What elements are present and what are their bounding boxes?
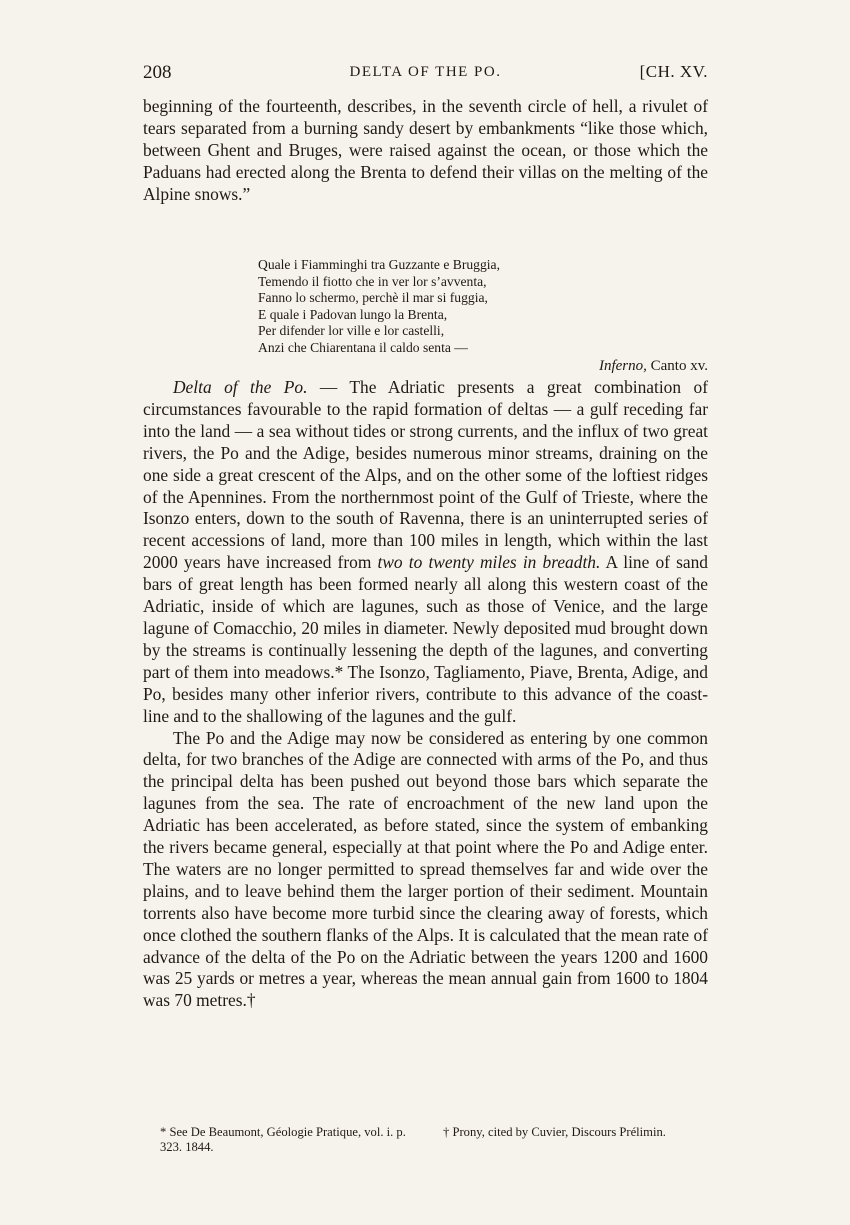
footnotes xyxy=(160,1125,708,1155)
citation-title: Inferno, xyxy=(598,357,647,374)
verse-line: Anzi che Chiarentana il caldo senta — xyxy=(258,339,468,355)
verse-line: Fanno lo schermo, perchè il mar si fuggia, xyxy=(258,290,488,306)
page-title: DELTA OF THE PO. xyxy=(349,64,502,80)
chapter-label: [CH. XV. xyxy=(639,62,708,81)
intro-paragraph: beginning of the fourteenth, describes, in the seventh circle of hell, a rivulet of tears separated from a burning sandy desert by embankments “like those which, between Ghent and Bruges, were raised against the ocean, or those which the Paduans had erected along the Brenta to defend their villas on the melting of the Alpine snows.” xyxy=(143,96,708,204)
footnote-right: † Prony, cited by Cuvier, Discours Prélimin. xyxy=(443,1125,666,1139)
page-number: 208 xyxy=(143,62,172,83)
section-body xyxy=(143,377,708,1012)
section-paragraph xyxy=(143,377,708,728)
emphasis-text: two to twenty miles in breadth. xyxy=(377,552,601,573)
running-head xyxy=(143,62,708,86)
footnote-left: * See De Beaumont, Géologie Pratique, vol. i. p. 323. 1844. xyxy=(160,1125,406,1154)
paragraph-text: A line of sand bars of great length has been formed nearly all along this western coast of the Adriatic, inside of which are lagunes, such as those of Venice, and the large lagune of Comacchio, 20 miles in diameter. Newly deposited mud brought down by the streams is continually lessening the depth of the lagunes, and converting part of them into meadows.* The Isonzo, Tagliamento, Piave, Brenta, Adige, and Po, besides many other inferior rivers, contribute to this advance of the coast-line and to the shallowing of the lagunes and the gulf. xyxy=(143,552,708,726)
section-paragraph: The Po and the Adige may now be considered as entering by one common delta, for two branches of the Adige are connected with arms of the Po, and thus the principal delta has been pushed out beyond those bars which separate the lagunes from the sea. The rate of encroachment of the new land upon the Adriatic has been accelerated, as before stated, since the system of embanking the rivers became general, especially at that point where the Po and Adige enter. The waters are no longer permitted to spread themselves far and wide over the plains, and to leave behind them the larger portion of their sediment. Mountain torrents also have become more turbid since the clearing away of forests, which once clothed the southern flanks of the Alps. It is calculated that the mean rate of advance of the delta of the Po on the Adriatic between the years 1200 and 1600 was 25 yards or metres a year, whereas the mean annual gain from 1600 to 1804 was 70 metres.† xyxy=(143,727,708,1011)
intro-text xyxy=(143,96,708,206)
verse-line: Quale i Fiamminghi tra Guzzante e Bruggia, xyxy=(258,257,500,272)
verse-quote xyxy=(258,257,708,374)
verse-line: Per difender lor ville e lor castelli, xyxy=(258,323,445,339)
paragraph-text: — The Adriatic presents a great combination of circumstances favourable to the rapid formation of deltas — a gulf receding far into the land — a sea without tides or strong currents, and the influx of two great rivers, the Po and the Adige, besides numerous minor streams, draining on the one side a great crescent of the Alps, and on the other some of the loftiest ridges of the Apennines. From the northernmost point of the Gulf of Trieste, where the Isonzo enters, down to the south of Ravenna, there is an uninterrupted series of recent accessions of land, more than 100 miles in length, which within the last 2000 years have increased from xyxy=(143,377,709,573)
citation-canto: Canto xv. xyxy=(646,357,708,374)
verse-line: Temendo il fiotto che in ver lor s’avventa, xyxy=(258,273,487,289)
verse-line: E quale i Padovan lungo la Brenta, xyxy=(258,306,448,322)
verse-citation xyxy=(258,358,708,375)
section-heading: Delta of the Po. xyxy=(173,377,308,397)
